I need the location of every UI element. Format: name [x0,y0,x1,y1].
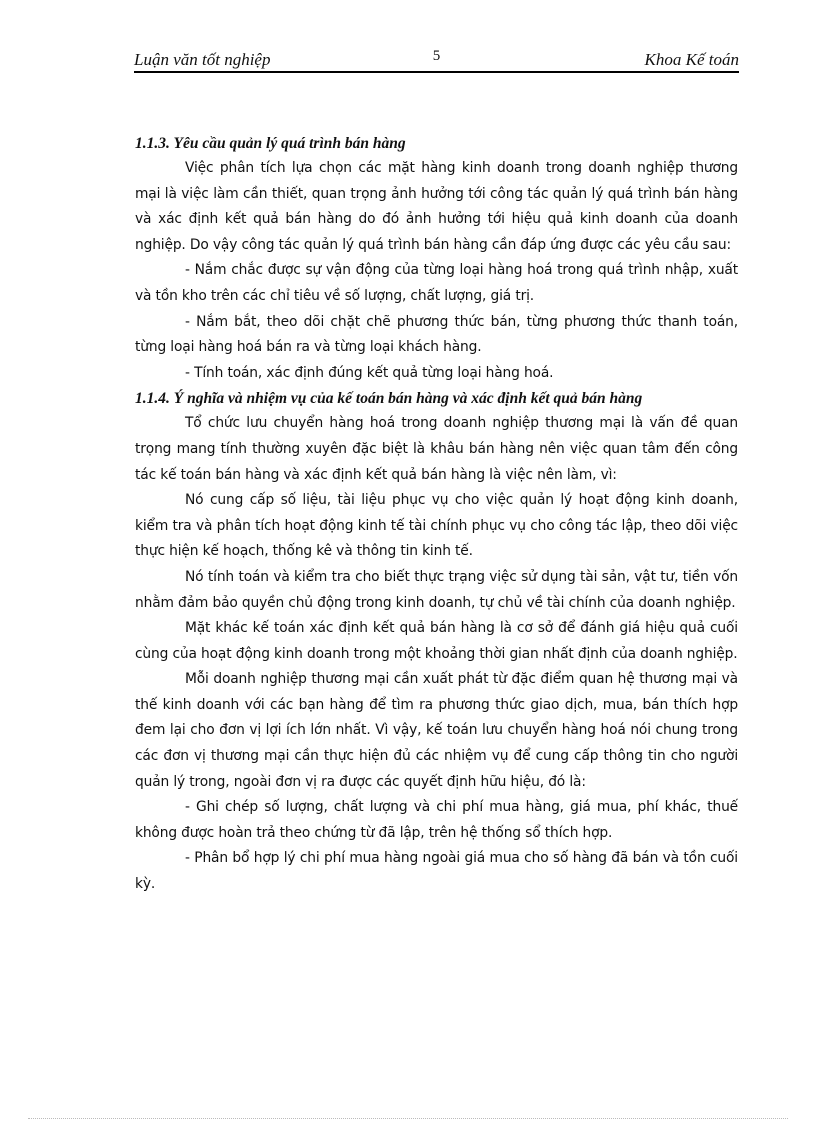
footer-divider [28,1118,788,1119]
header-divider [134,71,739,73]
header-faculty-label: Khoa Kế toán [644,50,739,69]
paragraph: Mặt khác kế toán xác định kết quả bán hàng là cơ sở để đánh giá hiệu quả cuối cùng của hoạt động kinh doanh trong một khoảng thời gian nhất định của doanh nghiệp. [135,620,738,662]
bullet-item: - Ghi chép số lượng, chất lượng và chi phí mua hàng, giá mua, phí khác, thuế không được hoàn trả theo chứng từ đã lập, trên hệ thống sổ thích hợp. [135,799,738,841]
header-thesis-label: Luận văn tốt nghiệp [134,50,271,69]
page-number: 5 [432,48,441,64]
paragraph: Nó cung cấp số liệu, tài liệu phục vụ cho việc quản lý hoạt động kinh doanh, kiểm tra và phân tích hoạt động kinh tế tài chính phục vụ cho công tác lập, theo dõi việc thực hiện kế hoạch, thống kê và thông tin kinh tế. [135,492,738,560]
bullet-item: - Nắm chắc được sự vận động của từng loại hàng hoá trong quá trình nhập, xuất và tồn kho trên các chỉ tiêu về số lượng, chất lượng, giá trị. [135,262,738,304]
bullet-item: - Nắm bắt, theo dõi chặt chẽ phương thức bán, từng phương thức thanh toán, từng loại hàng hoá bán ra và từng loại khách hàng. [135,313,738,356]
page-header [134,50,739,72]
bullet-item: - Tính toán, xác định đúng kết quả từng loại hàng hoá. [185,364,554,381]
paragraph: Việc phân tích lựa chọn các mặt hàng kinh doanh trong doanh nghiệp thương mại là việc làm cần thiết, quan trọng ảnh hưởng tới công tác quản lý quá trình bán hàng và xác định kết quả bán hàng do đó ảnh hưởng tới hiệu quả kinh doanh của doanh nghiệp. Do vậy công tác quản lý quá trình bán hàng cần đáp ứng được các yêu cầu sau: [135,160,738,253]
paragraph: Nó tính toán và kiểm tra cho biết thực trạng việc sử dụng tài sản, vật tư, tiền vốn nhằm đảm bảo quyền chủ động trong kinh doanh, tự chủ về tài chính của doanh nghiệp. [135,568,738,611]
paragraph: Tổ chức lưu chuyển hàng hoá trong doanh nghiệp thương mại là vấn đề quan trọng mang tính thường xuyên đặc biệt là khâu bán hàng nên việc quan tâm đến công tác kế toán bán hàng và xác định kết quả bán hàng là việc nên làm, vì: [135,415,738,483]
paragraph: Mỗi doanh nghiệp thương mại cần xuất phát từ đặc điểm quan hệ thương mại và thế kinh doanh với các bạn hàng để tìm ra phương thức giao dịch, mua, bán thích hợp đem lại cho đơn vị lợi ích lớn nhất. Vì vậy, kế toán lưu chuyển hàng hoá nói chung trong các đơn vị thương mại cần thực hiện đủ các nhiệm vụ để cung cấp thông tin cho người quản lý trong, ngoài đơn vị ra được các quyết định hữu hiệu, đó là: [135,671,738,790]
section-heading-1-1-3: 1.1.3. Yêu cầu quản lý quá trình bán hàng [135,135,406,152]
page-body [135,131,738,898]
section-heading-1-1-4: 1.1.4. Ý nghĩa và nhiệm vụ của kế toán bán hàng và xác định kết quả bán hàng [135,390,643,408]
bullet-item: - Phân bổ hợp lý chi phí mua hàng ngoài giá mua cho số hàng đã bán và tồn cuối kỳ. [135,850,738,893]
